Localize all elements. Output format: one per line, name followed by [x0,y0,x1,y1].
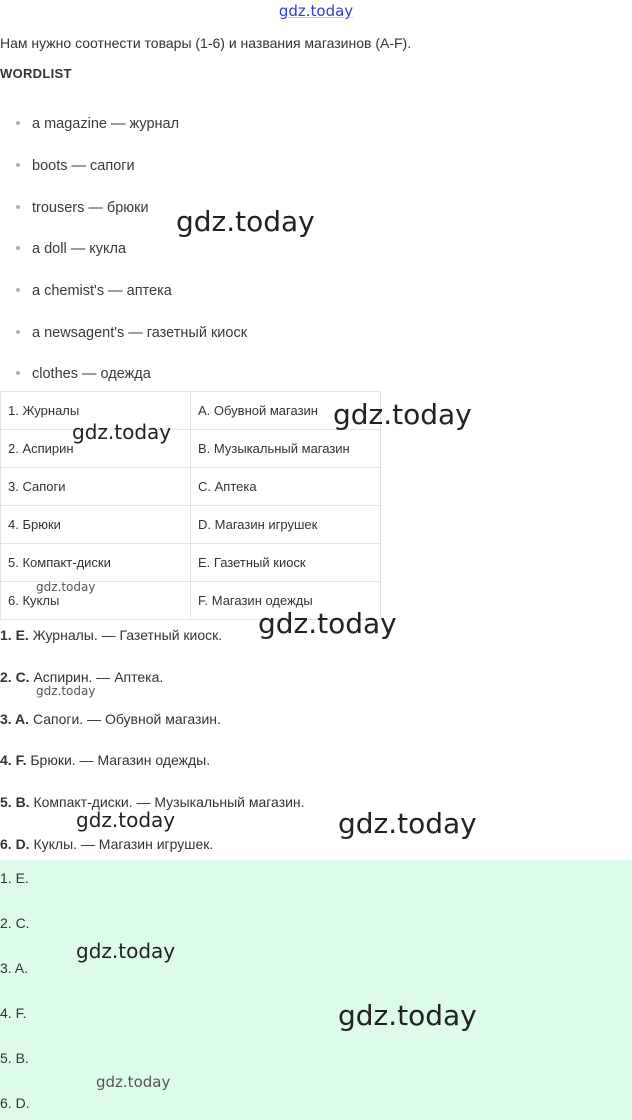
table-cell-item: 3. Сапоги [1,468,191,506]
task-text: Нам нужно соотнести товары (1-6) и названия магазинов (A-F). [0,35,412,51]
watermark: gdz.today [176,205,315,238]
table-cell-shop: A. Обувной магазин [191,392,381,430]
bullet-icon [16,330,20,334]
wordlist-item-text: a doll — кукла [32,241,127,257]
watermark: gdz.today [333,398,472,431]
watermark: gdz.today [36,580,96,594]
table-cell-shop: E. Газетный киоск [191,544,381,582]
answer-line [0,752,210,768]
wordlist-item [16,158,135,174]
table-cell-item: 6. Куклы [1,582,191,620]
bullet-icon [16,121,20,125]
bullet-icon [16,371,20,375]
wordlist-title: WORDLIST [0,66,72,81]
answer-text: Брюки. — Магазин одежды. [30,752,211,768]
answer-number: 3. A. [0,711,30,727]
watermark: gdz.today [338,807,477,840]
table-row [1,544,381,582]
table-cell-item: 2. Аспирин [1,430,191,468]
short-answer: 2. C. [0,915,30,931]
wordlist-item-text: boots — сапоги [32,158,135,174]
short-answer: 1. E. [0,870,29,886]
wordlist-item [16,366,151,382]
wordlist-item [16,116,179,132]
answer-number: 1. E. [0,627,29,643]
wordlist-item-text: a magazine — журнал [32,116,180,132]
answer-text: Куклы. — Магазин игрушек. [33,836,214,852]
watermark: gdz.today [76,808,176,832]
wordlist-item [16,200,149,216]
bullet-icon [16,246,20,250]
answer-line [0,711,221,727]
wordlist-item-text: trousers — брюки [32,200,149,216]
wordlist-item [16,283,172,299]
wordlist-item-text: a newsagent's — газетный киоск [32,325,248,341]
answer-text: Журналы. — Газетный киоск. [32,627,223,643]
table-cell-shop: F. Магазин одежды [191,582,381,620]
table-row [1,468,381,506]
short-answer: 3. A. [0,960,29,976]
short-answer: 6. D. [0,1095,30,1111]
header-watermark[interactable]: gdz.today [278,2,354,20]
table-cell-shop: C. Аптека [191,468,381,506]
wordlist-item-text: clothes — одежда [32,366,151,382]
wordlist-item [16,325,247,341]
answer-line [0,627,222,643]
short-answer: 5. B. [0,1050,29,1066]
watermark: gdz.today [72,420,172,444]
answer-box [0,860,632,1120]
table-cell-shop: B. Музыкальный магазин [191,430,381,468]
watermark: gdz.today [338,999,477,1032]
wordlist-item [16,241,126,257]
watermark: gdz.today [36,684,96,698]
answer-line [0,836,213,852]
short-answer: 4. F. [0,1005,27,1021]
table-cell-item: 4. Брюки [1,506,191,544]
watermark: gdz.today [96,1073,171,1091]
watermark: gdz.today [76,939,176,963]
answer-number: 5. B. [0,794,30,810]
table-cell-item: 5. Компакт-диски [1,544,191,582]
table-row [1,392,381,430]
table-cell-shop: D. Магазин игрушек [191,506,381,544]
bullet-icon [16,288,20,292]
table-row [1,506,381,544]
answer-text: Сапоги. — Обувной магазин. [32,711,221,727]
answer-number: 6. D. [0,836,30,852]
answer-number: 4. F. [0,752,27,768]
bullet-icon [16,163,20,167]
table-row [1,430,381,468]
answer-line [0,669,163,685]
bullet-icon [16,205,20,209]
answer-number: 2. C. [0,669,30,685]
table-cell-item: 1. Журналы [1,392,191,430]
wordlist-item-text: a chemist's — аптека [32,283,172,299]
answer-text: Компакт-диски. — Музыкальный магазин. [33,794,305,810]
watermark: gdz.today [258,607,397,640]
answer-text: Аспирин. — Аптека. [33,669,164,685]
